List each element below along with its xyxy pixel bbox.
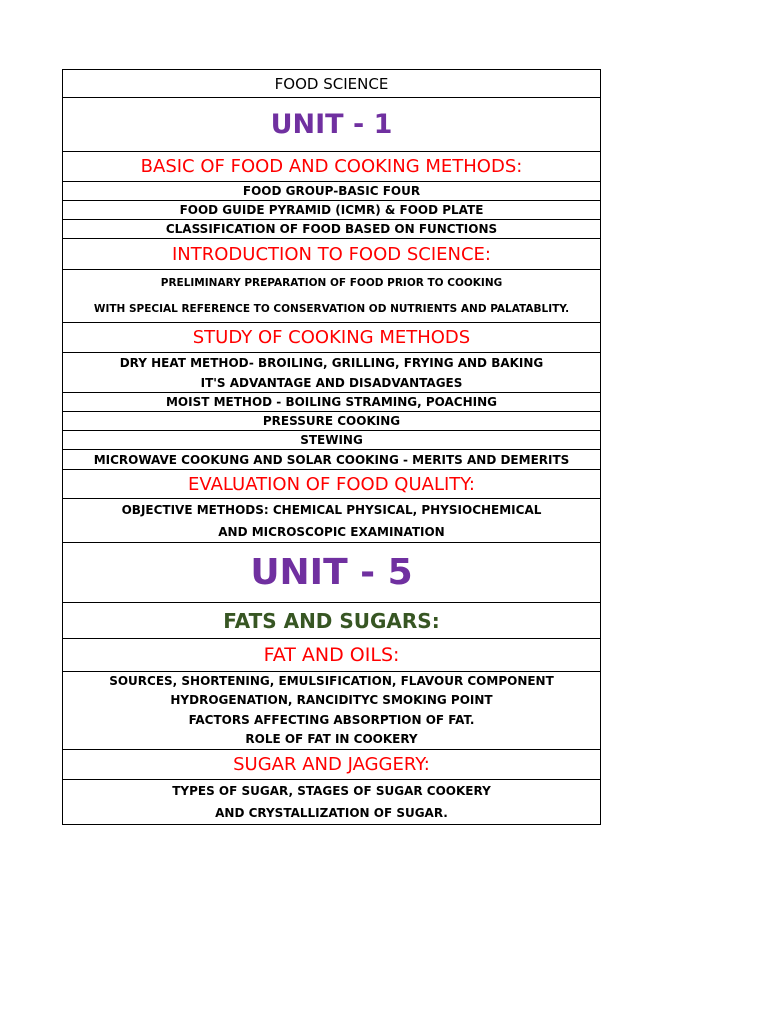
section-heading-fat-oils: FAT AND OILS:	[62, 639, 601, 672]
unit-5-heading: UNIT - 5	[62, 543, 601, 603]
text-line: AND CRYSTALLIZATION OF SUGAR.	[215, 806, 448, 820]
unit-5-title: FATS AND SUGARS:	[62, 603, 601, 639]
section-text-block	[62, 672, 601, 750]
section-heading-evaluation: EVALUATION OF FOOD QUALITY:	[62, 470, 601, 499]
text-line: TYPES OF SUGAR, STAGES OF SUGAR COOKERY	[172, 784, 491, 798]
list-item: MICROWAVE COOKUNG AND SOLAR COOKING - MERITS AND DEMERITS	[62, 450, 601, 470]
document-title: FOOD SCIENCE	[62, 70, 601, 98]
unit-1-heading: UNIT - 1	[62, 98, 601, 152]
list-item: FOOD GUIDE PYRAMID (ICMR) & FOOD PLATE	[62, 201, 601, 220]
list-item: MOIST METHOD - BOILING STRAMING, POACHING	[62, 393, 601, 412]
text-line: FACTORS AFFECTING ABSORPTION OF FAT.	[188, 712, 475, 727]
text-line: AND MICROSCOPIC EXAMINATION	[218, 524, 445, 539]
list-item: STEWING	[62, 431, 601, 450]
text-line: OBJECTIVE METHODS: CHEMICAL PHYSICAL, PHYSIOCHEMICAL	[121, 502, 542, 517]
section-text-block	[62, 353, 601, 393]
text-line: PRELIMINARY PREPARATION OF FOOD PRIOR TO COOKING	[160, 277, 503, 289]
list-item: PRESSURE COOKING	[62, 412, 601, 431]
text-line: DRY HEAT METHOD- BROILING, GRILLING, FRYING AND BAKING	[119, 355, 544, 370]
text-line: WITH SPECIAL REFERENCE TO CONSERVATION OD NUTRIENTS AND PALATABLITY.	[93, 303, 570, 315]
section-heading-basic-food: BASIC OF FOOD AND COOKING METHODS:	[62, 152, 601, 182]
section-heading-sugar-jaggery: SUGAR AND JAGGERY:	[62, 750, 601, 780]
text-line: ROLE OF FAT IN COOKERY	[245, 732, 418, 746]
text-line: HYDROGENATION, RANCIDITYC SMOKING POINT	[170, 693, 493, 707]
text-line: SOURCES, SHORTENING, EMULSIFICATION, FLAVOUR COMPONENT	[109, 673, 554, 688]
list-item: CLASSIFICATION OF FOOD BASED ON FUNCTIONS	[62, 220, 601, 239]
list-item: FOOD GROUP-BASIC FOUR	[62, 182, 601, 201]
section-heading-intro-food-science: INTRODUCTION TO FOOD SCIENCE:	[62, 239, 601, 270]
syllabus-table	[62, 69, 601, 825]
section-text-block	[62, 499, 601, 543]
section-heading-cooking-methods: STUDY OF COOKING METHODS	[62, 323, 601, 353]
text-line: IT'S ADVANTAGE AND DISADVANTAGES	[200, 375, 463, 390]
section-text-block	[62, 270, 601, 323]
section-text-block	[62, 780, 601, 825]
